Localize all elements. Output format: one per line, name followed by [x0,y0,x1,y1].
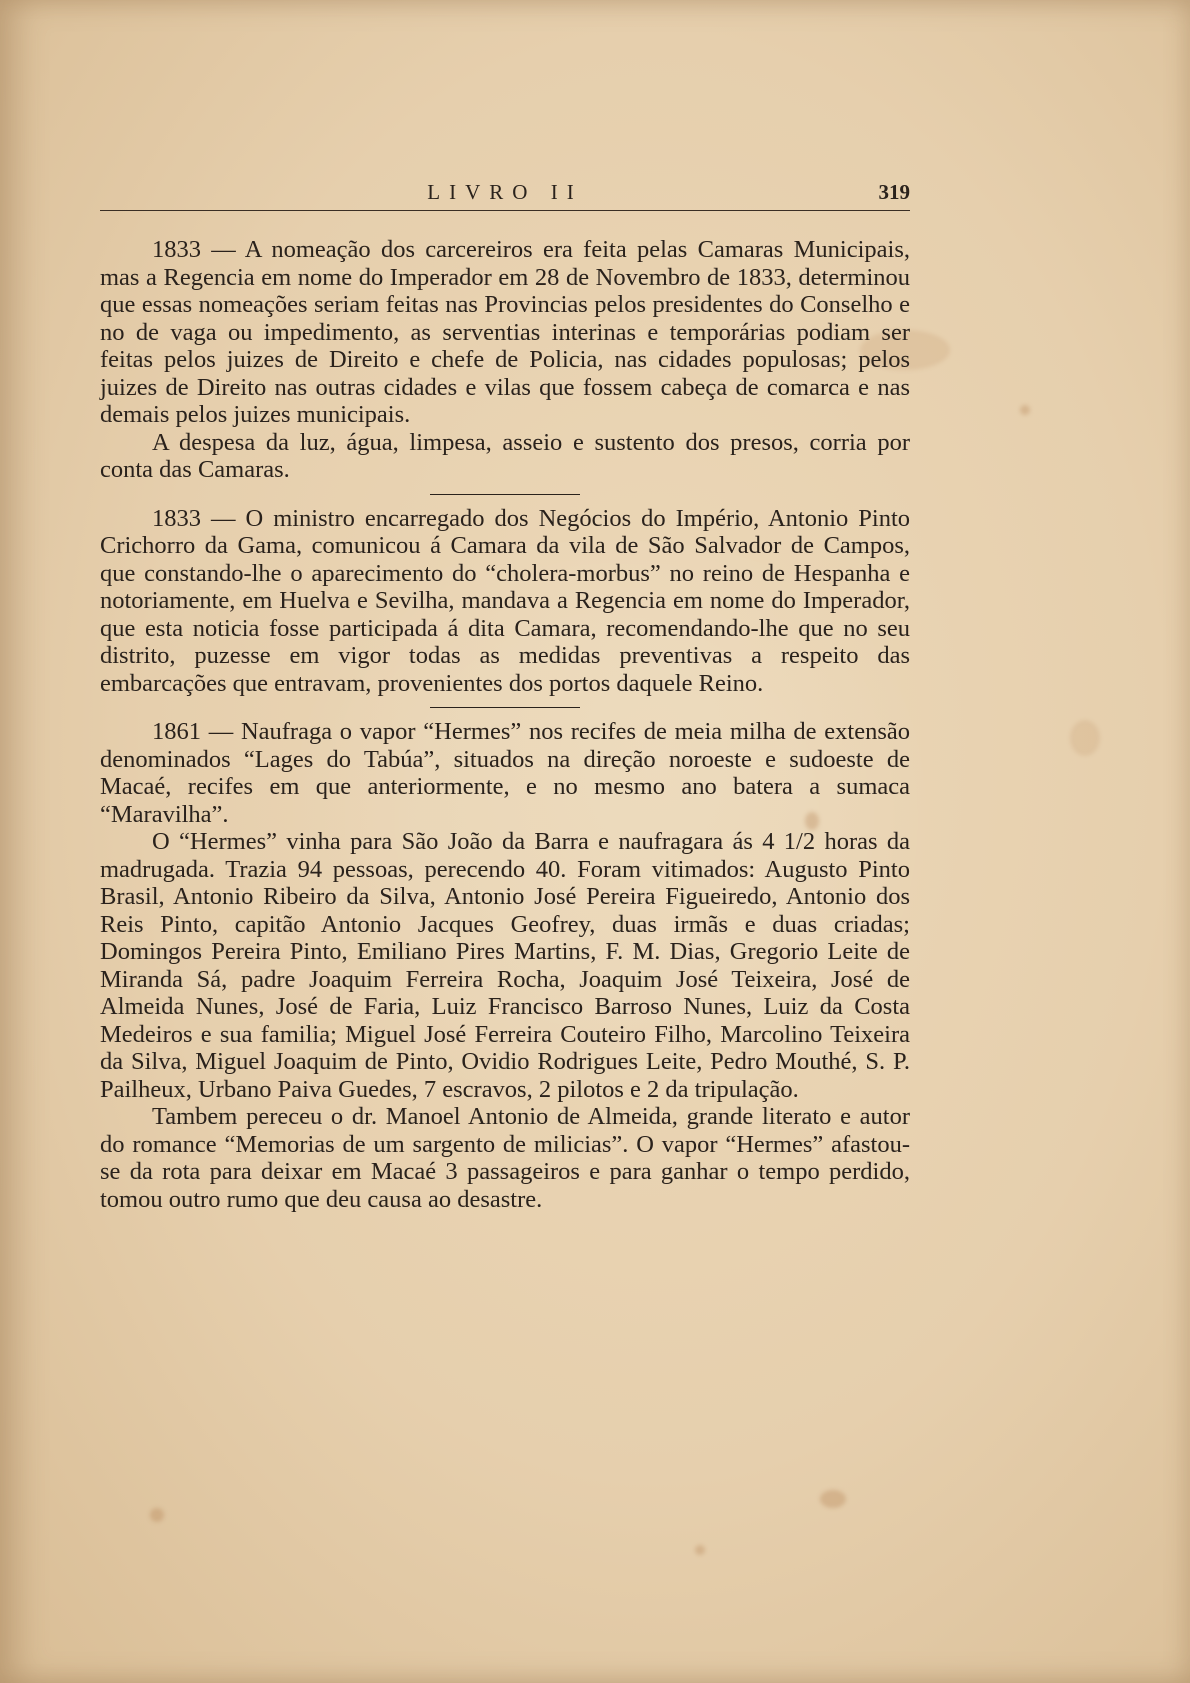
entry-1833-carcereiros [100,236,910,484]
header-rule [100,210,910,211]
entry-1861-hermes [100,718,910,1213]
entry-1833-cholera [100,505,910,698]
running-title: LIVRO II [427,180,583,204]
page-number: 319 [878,180,910,204]
page-body [100,236,910,1213]
foxing-spot [1020,405,1030,415]
paragraph: A despesa da luz, água, limpesa, asseio e sustento dos presos, corria por conta das Camaras. [100,428,910,483]
foxing-spot [1070,720,1100,756]
foxing-spot [820,1490,846,1508]
foxing-spot [150,1508,164,1522]
paragraph: O “Hermes” vinha para São João da Barra e naufragara ás 4 1/2 horas da madrugada. Trazia 94 pessoas, perecendo 40. Foram vitimados: Augusto Pinto Brasil, Antonio Ribeiro da Silva, Antonio José Pereira Figueiredo, Antonio dos Reis Pinto, capitão Antonio Jacques Geofrey, duas irmãs e duas criadas; Domingos Pereira Pinto, Emiliano Pires Martins, F. M. Dias, Gregorio Leite de Miranda Sá, padre Joaquim Ferreira Rocha, Joaquim José Teixeira, José de Almeida Nunes, José de Faria, Luiz Francisco Barroso Nunes, Luiz da Costa Medeiros e sua familia; Miguel José Ferreira Couteiro Filho, Marcolino Teixeira da Silva, Miguel Joaquim de Pinto, Ovidio Rodrigues Leite, Pedro Mouthé, S. P. Pailheux, Urbano Paiva Guedes, 7 escravos, 2 pilotos e 2 da tripulação. [100,828,910,1103]
paragraph: Tambem pereceu o dr. Manoel Antonio de Almeida, grande literato e autor do romance “Memorias de um sargento de milicias”. O vapor “Hermes” afastou-se da rota para deixar em Macaé 3 passageiros e para ganhar o tempo perdido, tomou outro rumo que deu causa ao desastre. [100,1103,910,1213]
paragraph: 1833 — A nomeação dos carcereiros era feita pelas Camaras Municipais, mas a Regencia em nome do Imperador em 28 de Novembro de 1833, determinou que essas nomeações seriam feitas nas Provincias pelos presidentes do Conselho e no de vaga ou impedimento, as serventias interinas e temporárias podiam ser feitas pelos juizes de Direito e chefe de Policia, nas cidades populosas; pelos juizes de Direito nas outras cidades e vilas que fossem cabeça de comarca e nas demais pelos juizes municipais. [100,236,910,428]
paragraph: 1833 — O ministro encarregado dos Negócios do Império, Antonio Pinto Crichorro da Gama, comunicou á Camara da vila de São Salvador de Campos, que constando-lhe o aparecimento do “cholera-morbus” no reino de Hespanha e notoriamente, em Huelva e Sevilha, mandava a Regencia em nome do Imperador, que esta noticia fosse participada á dita Camara, recomendando-lhe que no seu distrito, puzesse em vigor todas as medidas preventivas a respeito das embarcações que entravam, provenientes dos portos daquele Reino. [100,504,910,697]
page-header [100,180,910,206]
section-divider [430,707,580,708]
foxing-spot [695,1545,705,1555]
paragraph: 1861 — Naufraga o vapor “Hermes” nos recifes de meia milha de extensão denominados “Lages do Tabúa”, situados na direção noroeste e sudoeste de Macaé, recifes em que anteriormente, e no mesmo ano batera a sumaca “Maravilha”. [100,718,910,828]
section-divider [430,494,580,495]
